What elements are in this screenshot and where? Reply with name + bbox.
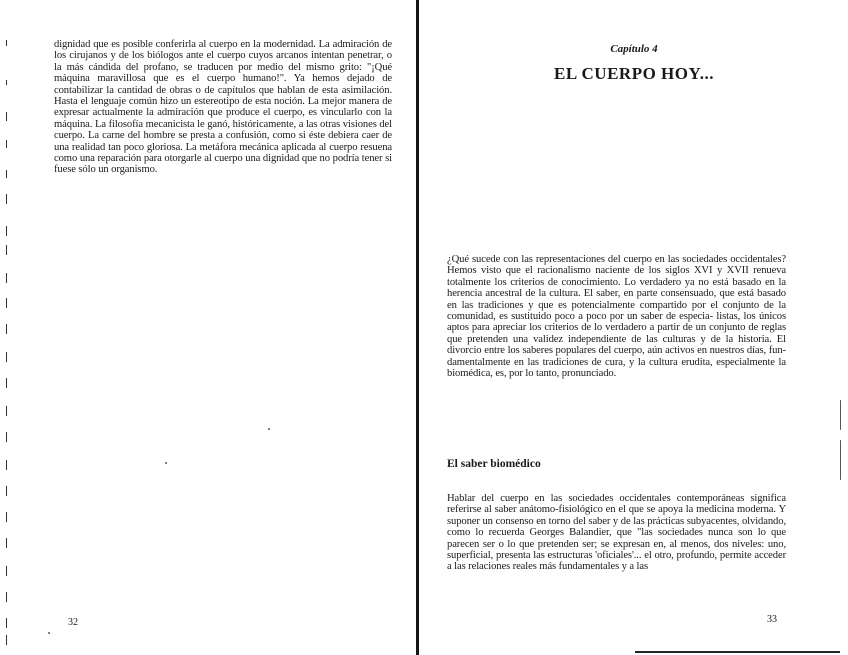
left-page [0, 0, 420, 655]
left-page-body: dignidad que es posible conferirla al cuerpo en la modernidad. La admiración de los cirujanos y de los biólogos ante el cuerpo cuyos arcanos intentan penetrar, o la más cándida del profano, se traducen por medio del mismo grito: "¡Qué máquina maravillosa que es el cuerpo humano!". Ya hemos dejado de contabilizar la cantidad de obras o de capítulos que hablan de esta asimilación. Hasta el lenguaje común hizo un estereotipo de esta noción. La mejor manera de expresar actualmente la admiración que produce el cuerpo, es vincularlo con la máquina. La filosofía mecanicista le ganó, históricamente, a las otras visiones del cuerpo. La carne del hombre se presta a confusión, como si éste debiera caer de una realidad tan poco gloriosa. La metáfora mecánica aplicada al cuerpo resuena como una reparación para otorgarle al cuerpo una dignidad que no podría tener si fuese sólo un organismo. [54, 39, 392, 176]
book-gutter [416, 0, 419, 655]
chapter-title: EL CUERPO HOY... [554, 64, 714, 83]
bottom-rule [635, 651, 840, 653]
chapter-label: Capítulo 4 [610, 43, 658, 55]
margin-marks [4, 30, 12, 650]
right-page [420, 0, 848, 655]
right-page-number: 33 [767, 614, 777, 625]
section-paragraph: Hablar del cuerpo en las sociedades occidentales contemporáneas significa referirse al saber anátomo-fisiológico en el que se apoya la medicina moderna. Y suponer un consenso en torno del saber y de las prácticas subyacentes, olvidando, como lo recuerda Georges Balandier, que "las sociedades nunca son lo que parecen ser o lo que pretenden ser; se expresan en, al menos, dos niveles: uno, superficial, presenta las estructuras 'oficiales'... el otro, profundo, permite acceder a las relaciones reales más fundamentales y a las [447, 493, 786, 573]
left-page-number: 32 [68, 617, 78, 628]
chapter-intro-paragraph: ¿Qué sucede con las representaciones del cuerpo en las sociedades occidentales? Hemos visto que el racionalismo naciente de los siglos XVI y XVII renueva totalmente los criterios de conocimiento. Lo verdadero ya no está basado en la herencia ancestral de la cultura. El saber, en parte consensuado, que está basado en las tradiciones y que es potencialmente compartido por el conjunto de la comunidad, es sustituido poco a poco por un saber de especia- listas, los únicos aptos para apreciar los criterios de lo verdadero a partir de un conjunto de reglas que pretenden una validez independiente de las culturas y de la historia. El divorcio entre los saberes populares del cuerpo, aún activos en nuestros días, fun- damentalmente en las tradiciones de cura, y la cultura erudita, especialmente la biomédica, es, por lo tanto, pronunciado. [447, 254, 786, 380]
section-heading: El saber biomédico [447, 458, 541, 470]
